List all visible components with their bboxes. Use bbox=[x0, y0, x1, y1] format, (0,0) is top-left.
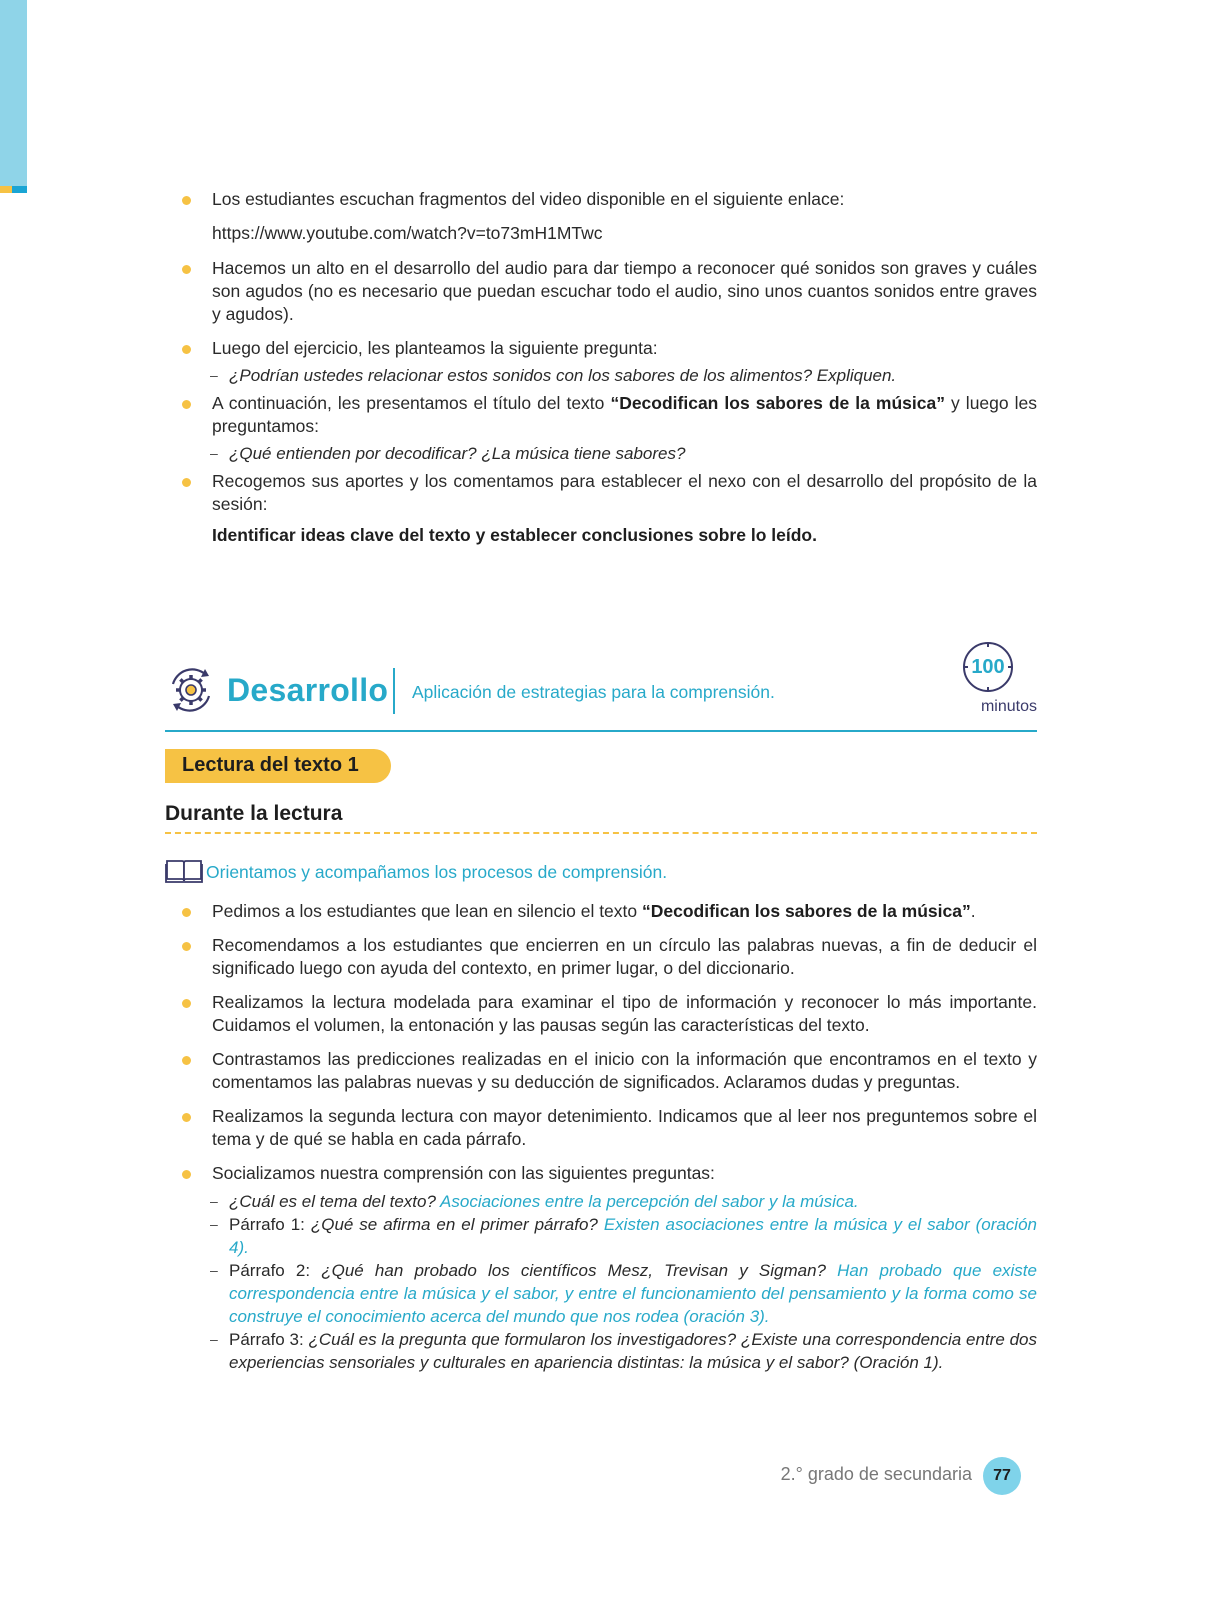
qa-paragraph-1: – Párrafo 1: ¿Qué se afirma en el primer párrafo? Existen asociaciones entre la música y el sabor (oración 4). bbox=[167, 1213, 1037, 1259]
gear-cycle-icon bbox=[165, 664, 217, 716]
header-divider bbox=[393, 668, 395, 714]
open-book-icon bbox=[165, 858, 203, 884]
intro-item-contributions: Recogemos sus aportes y los comentamos para establecer el nexo con el desarrollo del propósito de la sesión: bbox=[167, 470, 1037, 516]
reading-section bbox=[167, 900, 1037, 1374]
reading-item-second: Realizamos la segunda lectura con mayor detenimiento. Indicamos que al leer nos preguntemos sobre el tema y de qué se habla en cada párrafo. bbox=[167, 1105, 1037, 1151]
intro-item-question: Luego del ejercicio, les planteamos la siguiente pregunta: bbox=[167, 337, 1037, 360]
answer-text: Asociaciones entre la percepción del sabor y la música. bbox=[440, 1192, 859, 1211]
timer-label: minutos bbox=[980, 698, 1037, 715]
qa-paragraph-2: – Párrafo 2: ¿Qué han probado los científicos Mesz, Trevisan y Sigman? Han probado que existe correspondencia entre la música y el sabor, y entre el funcionamiento del pensamiento y la forma como se construye el conocimiento acerca del mundo que nos rodea (oración 3). bbox=[167, 1259, 1037, 1328]
intro-item-pause: Hacemos un alto en el desarrollo del audio para dar tiempo a reconocer qué sonidos son graves y cuáles son agudos (no es necesario que puedan escuchar todo el audio, sino unos cuantos sonidos entre graves y agudos). bbox=[167, 257, 1037, 326]
grade-label: 2.° grado de secundaria bbox=[780, 1464, 972, 1484]
video-link[interactable]: https://www.youtube.com/watch?v=to73mH1MTwc bbox=[212, 223, 603, 243]
reading-item-silent: Pedimos a los estudiantes que lean en silencio el texto “Decodifican los sabores de la música”. bbox=[167, 900, 1037, 923]
intro-question-1: – ¿Podrían ustedes relacionar estos sonidos con los sabores de los alimentos? Expliquen. bbox=[167, 364, 1037, 387]
text-title-bold: “Decodifican los sabores de la música” bbox=[642, 901, 971, 921]
qa-paragraph-3: – Párrafo 3: ¿Cuál es la pregunta que formularon los investigadores? ¿Existe una correspondencia entre dos experiencias sensoriales y culturales en apariencia distintas: la música y el sabor? (Oración 1). bbox=[167, 1328, 1037, 1374]
reading-item-modeled: Realizamos la lectura modelada para examinar el tipo de información y reconocer lo más importante. Cuidamos el volumen, la entonación y las pausas según las características del texto. bbox=[167, 991, 1037, 1037]
desarrollo-header bbox=[165, 636, 1037, 732]
intro-item-title: A continuación, les presentamos el título del texto “Decodifican los sabores de la música” y luego les preguntamos: bbox=[167, 392, 1037, 438]
reading-item-socialize: Socializamos nuestra comprensión con las siguientes preguntas: bbox=[167, 1162, 1037, 1185]
subsection-heading: Durante la lectura bbox=[165, 802, 343, 825]
desarrollo-title: Desarrollo bbox=[227, 672, 389, 708]
intro-section bbox=[167, 188, 1037, 547]
answer-text: Han probado que existe correspondencia entre la música y el sabor, y entre el funcionamiento del pensamiento y la forma como se construye el conocimiento acerca del mundo que nos rodea (oración 3). bbox=[229, 1261, 1037, 1326]
reading-item-predictions: Contrastamos las predicciones realizadas en el inicio con la información que encontramos en el texto y comentamos las palabras nuevas y su deducción de significados. Aclaramos dudas y preguntas. bbox=[167, 1048, 1037, 1094]
desarrollo-subtitle: Aplicación de estrategias para la comprensión. bbox=[412, 682, 775, 702]
dashed-divider bbox=[165, 832, 1037, 834]
reading-item-words: Recomendamos a los estudiantes que encierren en un círculo las palabras nuevas, a fin de deducir el significado luego con ayuda del contexto, en primer lugar, o del diccionario. bbox=[167, 934, 1037, 980]
intro-item-video: Los estudiantes escuchan fragmentos del video disponible en el siguiente enlace: bbox=[167, 188, 1037, 211]
page-number: 77 bbox=[983, 1457, 1021, 1495]
session-purpose: Identificar ideas clave del texto y establecer conclusiones sobre lo leído. bbox=[212, 525, 817, 545]
timer-value: 100 bbox=[971, 656, 1005, 678]
section-pill: Lectura del texto 1 bbox=[165, 749, 391, 783]
header-underline bbox=[165, 730, 1037, 732]
side-color-accent bbox=[0, 186, 12, 193]
text-title-bold: “Decodifican los sabores de la música” bbox=[610, 393, 945, 413]
intro-question-2: – ¿Qué entienden por decodificar? ¿La música tiene sabores? bbox=[167, 442, 1037, 465]
side-color-bar bbox=[0, 0, 27, 186]
answer-text: Existen asociaciones entre la música y el sabor (oración 4). bbox=[229, 1215, 1037, 1257]
qa-theme: – ¿Cuál es el tema del texto? Asociaciones entre la percepción del sabor y la música. bbox=[167, 1190, 1037, 1213]
